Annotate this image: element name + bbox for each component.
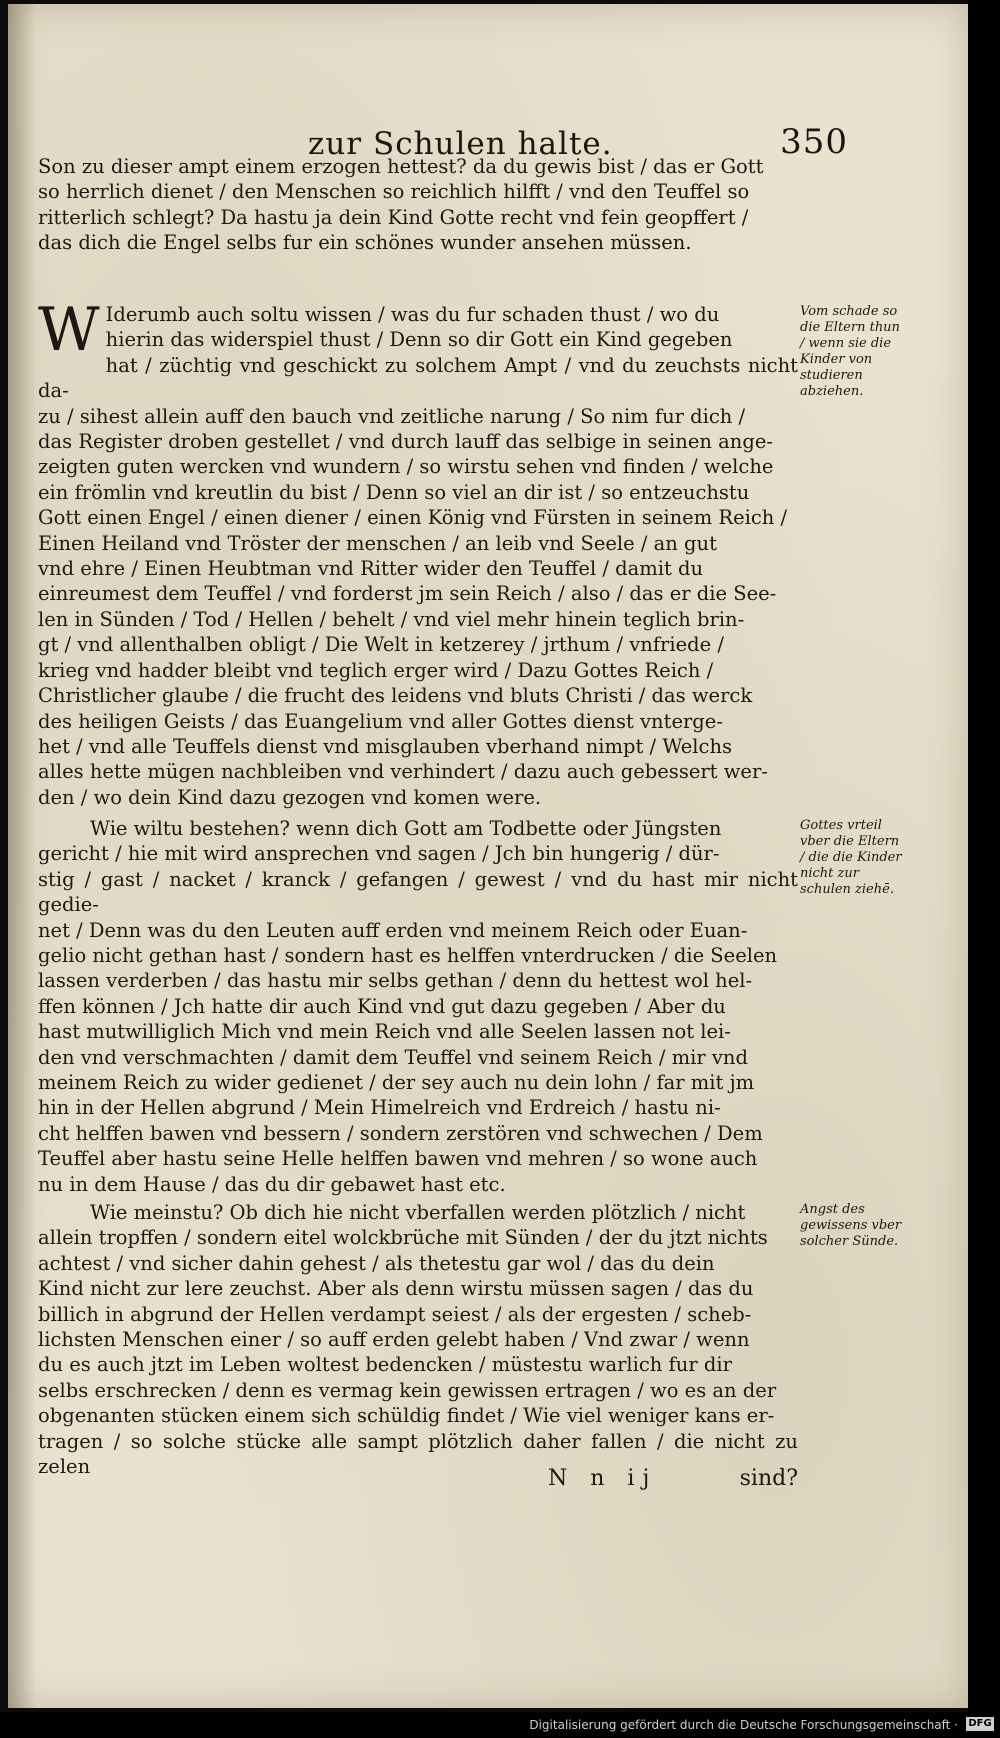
- text-line: Kind nicht zur lere zeuchst. Aber als denn wirstu müssen sagen / das du: [38, 1277, 754, 1301]
- text-line: tragen / so solche stücke alle sampt plötzlich daher fallen / die nicht zu zelen: [38, 1429, 798, 1479]
- text-line: ffen können / Jch hatte dir auch Kind vnd gut dazu gegeben / Aber du: [38, 994, 726, 1018]
- text-line: ritterlich schlegt? Da hastu ja dein Kind Gotte recht vnd fein geopffert /: [38, 205, 749, 229]
- marginal-note-1: Vom schade so die Eltern thun / wenn sie die Kinder von studieren abziehen.: [800, 304, 900, 399]
- text-line: hierin das widerspiel thust / Denn so dir Gott ein Kind gegeben: [105, 328, 733, 352]
- text-line: zu / sihest allein auff den bauch vnd zeitliche narung / So nim fur dich /: [38, 404, 746, 428]
- drop-capital: W: [38, 295, 100, 365]
- text-line: ein frömlin vnd kreutlin du bist / Denn so viel an dir ist / so entzeuchstu: [38, 480, 750, 504]
- text-line: Teuffel aber hastu seine Helle helffen bawen vnd mehren / so wone auch: [38, 1147, 758, 1171]
- text-line: gericht / hie mit wird ansprechen vnd sagen / Jch bin hungerig / dür-: [38, 842, 720, 866]
- text-line: lassen verderben / das hastu mir selbs gethan / denn du hettest wol hel-: [38, 969, 753, 993]
- text-line: Christlicher glaube / die frucht des leidens vnd bluts Christi / das werck: [38, 684, 753, 708]
- marginal-note-2: Gottes vrteil vber die Eltern / die die Kinder nicht zur schulen ziehē.: [800, 818, 902, 897]
- text-line: gelio nicht gethan hast / sondern hast es helffen vnterdrucken / die Seelen: [38, 944, 778, 968]
- text-line: Einen Heiland vnd Tröster der menschen / an leib vnd Seele / an gut: [38, 531, 717, 555]
- text-line: selbs erschrecken / denn es vermag kein gewissen ertragen / wo es an der: [38, 1378, 777, 1402]
- dfg-logo: DFG: [966, 1717, 994, 1731]
- text-line: achtest / vnd sicher dahin gehest / als thetestu gar wol / das du dein: [38, 1251, 715, 1275]
- text-line: len in Sünden / Tod / Hellen / behelt / vnd viel mehr hinein teglich brin-: [38, 607, 745, 631]
- text-line: das Register droben gestellet / vnd durch lauff das selbige in seinen ange-: [38, 430, 773, 454]
- funding-credit: Digitalisierung gefördert durch die Deutsche Forschungsgemeinschaft ·: [529, 1718, 958, 1732]
- text-line: net / Denn was du den Leuten auff erden vnd meinem Reich oder Euan-: [38, 918, 748, 942]
- signature-mark: N n ij: [548, 1466, 658, 1491]
- text-line: den vnd verschmachten / damit dem Teuffel vnd seinem Reich / mir vnd: [38, 1045, 748, 1069]
- text-line: hat / züchtig vnd geschickt zu solchem Ampt / vnd du zeuchsts nicht da-: [38, 353, 798, 403]
- text-line: allein tropffen / sondern eitel wolckbrüche mit Sünden / der du jtzt nichts: [38, 1226, 768, 1250]
- text-line: gt / vnd allenthalben obligt / Die Welt in ketzerey / jrthum / vnfriede /: [38, 633, 724, 657]
- text-line: vnd ehre / Einen Heubtman vnd Ritter wider den Teuffel / damit du: [38, 557, 704, 581]
- paragraph-1: [38, 154, 798, 256]
- marginal-note-3: Angst des gewissens vber solcher Sünde.: [800, 1202, 902, 1249]
- text-line: den / wo dein Kind dazu gezogen vnd komen were.: [38, 785, 542, 809]
- text-line: einreumest dem Teuffel / vnd forderst jm sein Reich / also / das er die See-: [38, 582, 777, 606]
- paragraph-3: [38, 816, 798, 1197]
- text-line: krieg vnd hadder bleibt vnd teglich erger wird / Dazu Gottes Reich /: [38, 658, 714, 682]
- footer-bar: [0, 1712, 1000, 1738]
- text-line: Wie meinstu? Ob dich hie nicht vberfallen werden plötzlich / nicht: [90, 1201, 746, 1224]
- text-line: obgenanten stücken einem sich schüldig findet / Wie viel weniger kans er-: [38, 1404, 775, 1428]
- text-line: billich in abgrund der Hellen verdampt seiest / als der ergesten / scheb-: [38, 1302, 752, 1326]
- text-line: so herrlich dienet / den Menschen so reichlich hilfft / vnd den Teuffel so: [38, 180, 750, 204]
- paragraph-4: [38, 1200, 798, 1479]
- book-page: [8, 4, 968, 1708]
- text-line: hin in der Hellen abgrund / Mein Himelreich vnd Erdreich / hastu ni-: [38, 1096, 721, 1120]
- text-line: hast mutwilliglich Mich vnd mein Reich vnd alle Seelen lassen not lei-: [38, 1020, 731, 1044]
- scan-border: [968, 0, 1000, 1738]
- text-line: meinem Reich zu wider gedienet / der sey auch nu dein lohn / far mit jm: [38, 1071, 755, 1095]
- text-line: Wie wiltu bestehen? wenn dich Gott am Todbette oder Jüngsten: [90, 817, 722, 840]
- text-line: lichsten Menschen einer / so auff erden gelebt haben / Vnd zwar / wenn: [38, 1328, 750, 1352]
- paragraph-2: [38, 295, 798, 810]
- text-line: das dich die Engel selbs fur ein schönes wunder ansehen müssen.: [38, 231, 692, 255]
- text-line: nu in dem Hause / das du dir gebawet hast etc.: [38, 1172, 506, 1196]
- text-line: het / vnd alle Teuffels dienst vnd misglauben vberhand nimpt / Welchs: [38, 734, 733, 758]
- page-number: 350: [780, 122, 848, 162]
- text-line: alles hette mügen nachbleiben vnd verhindert / dazu auch gebessert wer-: [38, 760, 768, 784]
- catchword: sind?: [739, 1466, 798, 1491]
- text-line: Son zu dieser ampt einem erzogen hettest? da du gewis bist / das er Gott: [38, 155, 764, 178]
- text-line: du es auch jtzt im Leben woltest bedencken / müstestu warlich fur dir: [38, 1353, 732, 1377]
- text-line: cht helffen bawen vnd bessern / sondern zerstören vnd schwechen / Dem: [38, 1121, 763, 1145]
- page-title: zur Schulen halte.: [308, 126, 613, 162]
- text-line: des heiligen Geists / das Euangelium vnd aller Gottes dienst vnterge-: [38, 709, 723, 733]
- text-line: zeigten guten wercken vnd wundern / so wirstu sehen vnd finden / welche: [38, 455, 774, 479]
- text-line: stig / gast / nacket / kranck / gefangen / gewest / vnd du hast mir nicht gedie-: [38, 867, 798, 917]
- text-line: Iderumb auch soltu wissen / was du fur schaden thust / wo du: [105, 303, 720, 326]
- text-line: Gott einen Engel / einen diener / einen König vnd Fürsten in seinem Reich /: [38, 506, 788, 530]
